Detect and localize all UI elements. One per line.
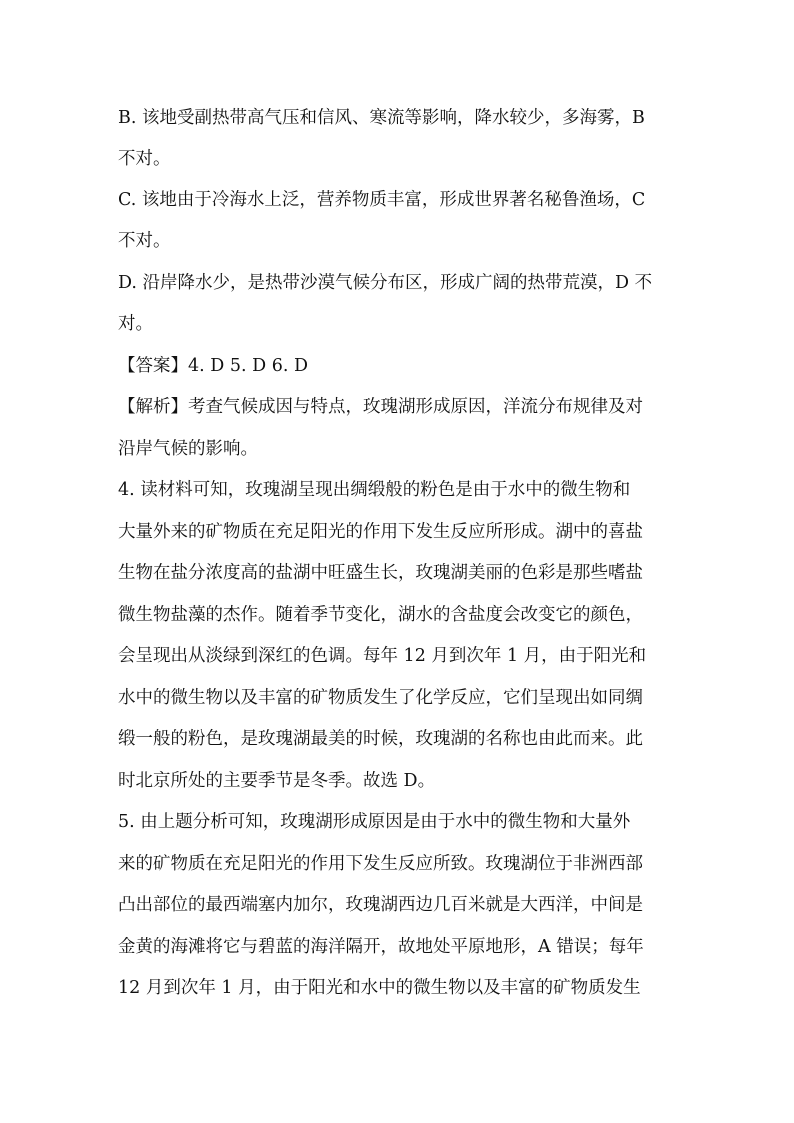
text-line: 5. 由上题分析可知，玫瑰湖形成原因是由于水中的微生物和大量外 xyxy=(118,812,631,832)
text-line: 缎一般的粉色，是玫瑰湖最美的时候，玫瑰湖的名称也由此而来。此 xyxy=(118,729,643,749)
text-line: 微生物盐藻的杰作。随着季节变化，湖水的含盐度会改变它的颜色， xyxy=(118,605,643,625)
text-line: 时北京所处的主要季节是冬季。故选 D。 xyxy=(118,771,436,791)
text-line: 4. 读材料可知，玫瑰湖呈现出绸缎般的粉色是由于水中的微生物和 xyxy=(118,480,631,500)
text-line: D. 沿岸降水少，是热带沙漠气候分布区，形成广阔的热带荒漠，D 不 xyxy=(118,273,653,293)
text-line: 沿岸气候的影响。 xyxy=(118,439,258,459)
text-line: 对。 xyxy=(118,314,153,334)
text-line: 生物在盐分浓度高的盐湖中旺盛生长，玫瑰湖美丽的色彩是那些嗜盐 xyxy=(118,563,643,583)
text-line: B. 该地受副热带高气压和信风、寒流等影响，降水较少，多海雾，B xyxy=(118,108,645,128)
analysis-line: 【解析】考查气候成因与特点，玫瑰湖形成原因，洋流分布规律及对 xyxy=(118,397,643,417)
text-line: 凸出部位的最西端塞内加尔，玫瑰湖西边几百米就是大西洋，中间是 xyxy=(118,895,643,915)
text-line: 大量外来的矿物质在充足阳光的作用下发生反应所形成。湖中的喜盐 xyxy=(118,522,643,542)
text-line: 会呈现出从淡绿到深红的色调。每年 12 月到次年 1 月，由于阳光和 xyxy=(118,646,647,666)
text-line: 不对。 xyxy=(118,149,171,169)
text-line: 不对。 xyxy=(118,231,171,251)
text-line: 金黄的海滩将它与碧蓝的海洋隔开，故地处平原地形，A 错误；每年 xyxy=(118,937,644,957)
text-line: 12 月到次年 1 月，由于阳光和水中的微生物以及丰富的矿物质发生 xyxy=(118,978,641,998)
text-line: 水中的微生物以及丰富的矿物质发生了化学反应，它们呈现出如同绸 xyxy=(118,688,643,708)
answer-line: 【答案】4. D 5. D 6. D xyxy=(118,356,308,376)
text-line: C. 该地由于冷海水上泛，营养物质丰富，形成世界著名秘鲁渔场，C xyxy=(118,190,646,210)
text-line: 来的矿物质在充足阳光的作用下发生反应所致。玫瑰湖位于非洲西部 xyxy=(118,854,643,874)
